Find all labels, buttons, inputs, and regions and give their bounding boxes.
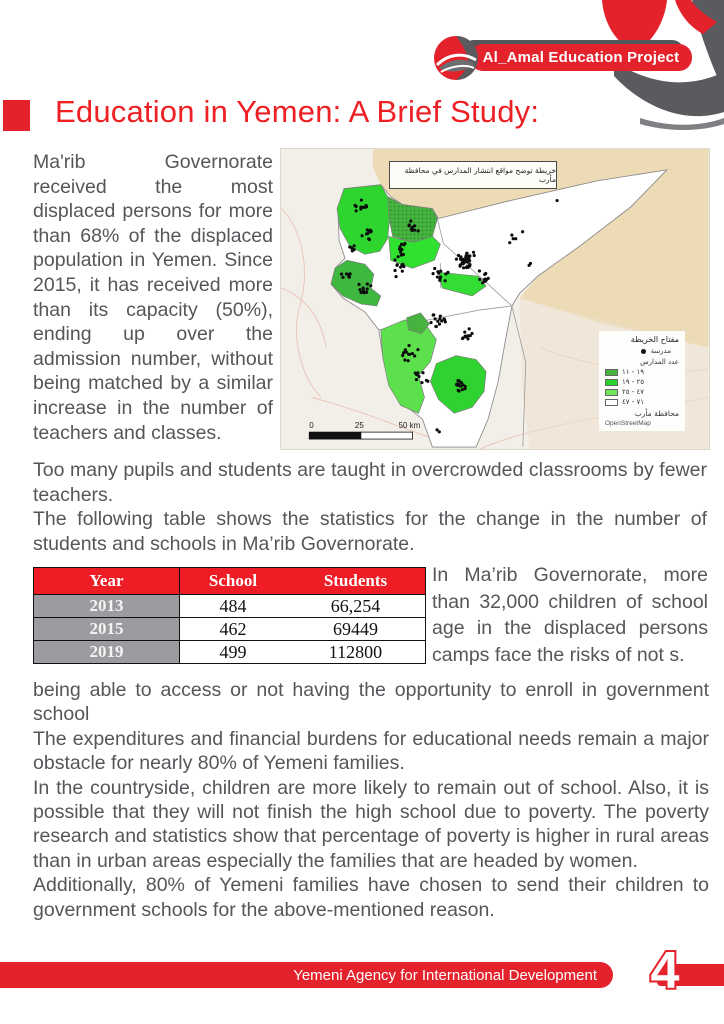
col-header-year: Year [34, 568, 180, 595]
year-cell: 2013 [34, 595, 180, 618]
legend-class-row [605, 368, 679, 376]
legend-class-row [605, 378, 679, 386]
body-paragraphs [33, 678, 709, 922]
col-header-students: Students [286, 568, 426, 595]
osm-attribution: OpenStreetMap [605, 420, 651, 427]
legend-swatch-lightgreen [605, 389, 618, 396]
paragraph: The following table shows the statistics for the change in the number of students and schools in Ma’rib Governorate. [33, 508, 707, 555]
legend-swatch-green [605, 379, 618, 386]
svg-text:50 km: 50 km [398, 421, 421, 431]
map-legend [599, 331, 685, 431]
paragraph: In the countryside, children are more likely to remain out of school. Also, it is possible that they will not finish the high school due to poverty. The poverty research and statistics show that percentage of poverty is higher in rural areas than in urban areas especially the families that are headed by women. [33, 776, 709, 872]
legend-school-row [605, 347, 679, 355]
footer-banner [0, 962, 613, 988]
after-map-paragraphs [33, 458, 707, 556]
legend-area-label: محافظة مأرب [634, 409, 679, 418]
side-paragraph: In Ma’rib Governorate, more than 32,000 children of school age in the displaced persons camps face the risks of not s. [432, 564, 708, 666]
students-cell: 69449 [286, 618, 426, 641]
table-header-row [34, 568, 426, 595]
students-schools-table [33, 567, 426, 664]
legend-class-row [605, 388, 679, 396]
school-cell: 462 [180, 618, 286, 641]
table-row [34, 641, 426, 664]
paragraph: The expenditures and financial burdens for educational needs remain a major obstacle for nearly 80% of Yemeni families. [33, 727, 709, 775]
intro-paragraph: Ma'rib Governorate received the most displaced persons for more than 68% of the displaced population in Yemen. Since 2015, it has received more than its capacity (50%), ending up over the admission number, without being matched by a similar increase in the number of teachers and classes. [33, 151, 273, 444]
paragraph: Too many pupils and students are taught in overcrowded classrooms by fewer teachers. [33, 459, 707, 506]
project-banner [470, 44, 692, 71]
table-row [34, 618, 426, 641]
footer-label: Yemeni Agency for International Development [293, 966, 597, 984]
table-row [34, 595, 426, 618]
legend-range-label: ٧١ - ٤٧ [622, 398, 645, 406]
legend-title: مفتاح الخريطة [630, 335, 679, 344]
legend-range-label: ١٩ - ١١ [622, 368, 645, 376]
col-header-school: School [180, 568, 286, 595]
legend-swatch-white [605, 399, 618, 406]
map-title-box: خريطة توضح مواقع انتشار المدارس في محافظة مأرب [389, 161, 557, 189]
svg-text:4: 4 [650, 942, 680, 1000]
paragraph: Additionally, 80% of Yemeni families have chosen to send their children to government schools for the above-mentioned reason. [33, 874, 709, 921]
school-dot-icon [641, 349, 646, 354]
alamal-logo-icon [433, 35, 479, 81]
title-bullet-square [3, 100, 30, 131]
page-number [638, 940, 692, 1000]
page-title: Education in Yemen: A Brief Study: [55, 94, 540, 129]
legend-count-label: عدد المدارس [640, 358, 679, 366]
school-cell: 499 [180, 641, 286, 664]
legend-school-label: مدرسة [650, 347, 671, 355]
legend-range-label: ٤٧ - ٢٥ [622, 388, 645, 396]
students-cell: 66,254 [286, 595, 426, 618]
year-cell: 2015 [34, 618, 180, 641]
legend-swatch-darkgreen [605, 369, 618, 376]
year-cell: 2019 [34, 641, 180, 664]
marib-schools-map [280, 148, 710, 450]
students-cell: 112800 [286, 641, 426, 664]
map-scalebar [309, 421, 420, 439]
legend-class-row [605, 398, 679, 406]
project-banner-label: Al_Amal Education Project [482, 49, 680, 66]
school-cell: 484 [180, 595, 286, 618]
svg-text:0: 0 [309, 421, 314, 431]
svg-text:25: 25 [354, 421, 364, 431]
legend-range-label: ٢٥ - ١٩ [622, 378, 645, 386]
paragraph: being able to access or not having the opportunity to enroll in government school [33, 679, 709, 726]
